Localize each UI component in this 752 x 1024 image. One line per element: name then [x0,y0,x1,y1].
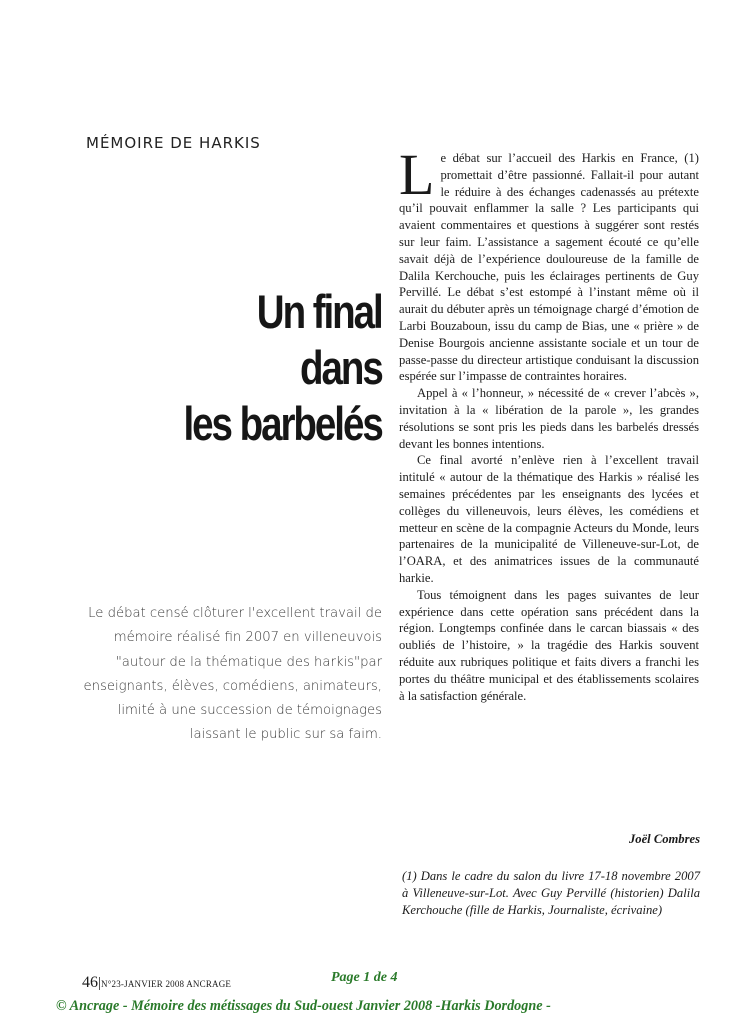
section-rubric: MÉMOIRE DE HARKIS [86,134,261,152]
footnote: (1) Dans le cadre du salon du livre 17-18 novembre 2007 à Villeneuve-sur-Lot. Avec Guy Pervillé (historien) Dalila Kerchouche (fille de Harkis, Journaliste, écrivaine) [402,869,700,917]
article-paragraph-1 [399,142,699,385]
drop-cap: L [399,142,435,207]
headline-line-2: dans [300,341,382,394]
headline-line-3: les barbelés [183,397,382,450]
issue-info: N°23-JANVIER 2008 ANCRAGE [101,979,232,989]
copyright-credit: © Ancrage - Mémoire des métissages du Sud-ouest Janvier 2008 -Harkis Dordogne - [56,998,551,1014]
headline-line-1: Un final [257,285,382,338]
page-folio: 46|N°23-JANVIER 2008 ANCRAGE [82,974,232,991]
page-number: 46 [82,974,98,991]
article-standfirst: Le débat censé clôturer l'excellent travail de mémoire réalisé fin 2007 en villeneuvois "autour de la thématique des harkis"par enseignants, élèves, comédiens, animateurs, limité à une succession de témoignages laissant le public sur sa faim. [83,606,382,743]
article-headline [184,284,382,452]
article-paragraph-2: Appel à « l’honneur, » nécessité de « crever l’abcès », invitation à la « libération de la parole », les grandes résolutions se sont pris les pieds dans les barbelés dressés devant les bonnes intentions. [399,386,699,451]
page-count: Page 1 de 4 [331,970,398,985]
article-paragraph-3: Ce final avorté n’enlève rien à l’excellent travail intitulé « autour de la thématique des Harkis » réalisé les semaines précédentes par les enseignants des lycées et collèges du villeneuvois, leurs élèves, les comédiens et metteur en scène de la compagnie Acteurs du Monde, leurs partenaires de la municipalité de Villeneuve-sur-Lot, de l’OARA, et des animatrices issues de la communauté harkie. [399,453,699,585]
article-paragraph-1-text: e débat sur l’accueil des Harkis en France, (1) promettait d’être passionné. Fallait-il pour autant le réduire à des échanges cadenassés au prétexte qu’il pouvait enflammer la salle ? Les participants qui avaient commentaires et questions à suggérer sont restés sur leur faim. L’assistance a sagement écouté ce qu’elle savait déjà de l’expérience douloureuse de la famille de Dalila Kerchouche, puis les éclairages pertinents de Guy Pervillé. Le débat s’est estompé à l’instant même où il aurait du débuter après un témoignage chargé d’émotion de Larbi Bouzaboun, issu du camp de Bias, une « prière » de Denise Bourgois ancienne assistante sociale et un tour de passe-passe du directeur artistique conduisant la discussion espérée sur l’impasse de contraintes horaires. [399,151,699,384]
article-body [399,142,699,704]
author-signature: Joël Combres [628,832,700,846]
article-paragraph-4: Tous témoignent dans les pages suivantes de leur expérience dans cette opération sans précédent dans la région. Longtemps confinée dans le carcan biassais « des oubliés de l’histoire, » la tragédie des Harkis souvent réduite aux rubriques politique et faits divers a franchi les portes du théâtre municipal et des établissements scolaires à la satisfaction générale. [399,587,699,703]
